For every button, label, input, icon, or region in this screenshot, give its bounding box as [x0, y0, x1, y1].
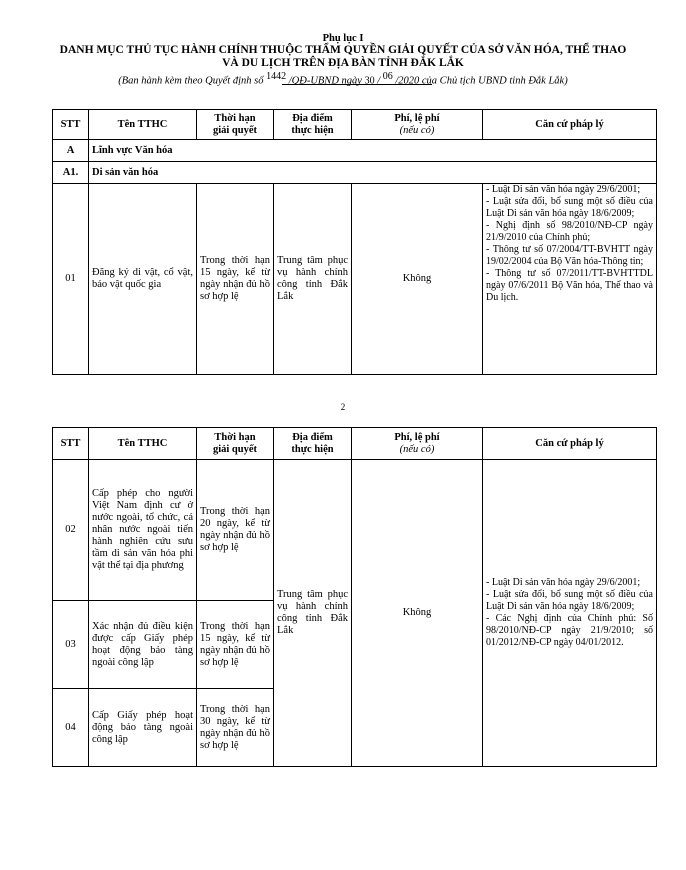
section-a-title: Lĩnh vực Văn hóa — [89, 140, 657, 162]
col-header-place — [274, 428, 352, 460]
row-procedure-name: Xác nhận đủ điều kiện được cấp Giấy phép hoạt động bảo tàng ngoài công lập — [89, 601, 197, 689]
row-time-limit: Trong thời hạn 15 ngày, kể từ ngày nhận đủ hồ sơ hợp lệ — [197, 184, 274, 375]
row-time-limit: Trong thời hạn 15 ngày, kể từ ngày nhận đủ hồ sơ hợp lệ — [197, 601, 274, 689]
col-header-stt: STT — [53, 428, 89, 460]
issuance-note-mid2: / — [374, 75, 383, 87]
table-header-row — [53, 110, 657, 140]
section-a1-title: Di sản văn hóa — [89, 162, 657, 184]
procedure-table-page2 — [52, 427, 657, 767]
col-header-fee — [352, 110, 483, 140]
col-header-fee-l1: Phí, lệ phí — [394, 431, 440, 443]
row-stt: 03 — [53, 601, 89, 689]
decision-number: 1442 — [266, 71, 287, 82]
row-stt: 04 — [53, 689, 89, 767]
col-header-place-l2: thực hiện — [291, 443, 334, 455]
col-header-time-l2: giải quyết — [212, 443, 258, 455]
section-a-code: A — [53, 140, 89, 162]
document-title-line1: DANH MỤC THỦ TỤC HÀNH CHÍNH THUỘC THẨM QUYỀN GIẢI QUYẾT CỦA SỞ VĂN HÓA, THỂ THAO — [59, 44, 627, 56]
col-header-legal: Căn cứ pháp lý — [483, 428, 657, 460]
col-header-fee-l1: Phí, lệ phí — [394, 112, 440, 124]
issuance-note-suffix: /2020 của Chủ tịch UBND tỉnh Đắk Lắk) — [392, 75, 568, 87]
page-number: 2 — [340, 402, 346, 412]
col-header-place — [274, 110, 352, 140]
col-header-name: Tên TTHC — [89, 428, 197, 460]
section-row-a1 — [53, 162, 657, 184]
col-header-fee — [352, 428, 483, 460]
procedure-table-page1 — [52, 109, 657, 375]
col-header-legal: Căn cứ pháp lý — [483, 110, 657, 140]
row-procedure-name: Cấp phép cho người Việt Nam định cư ở nước ngoài, tổ chức, cá nhân nước ngoài tiến hành nghiên cứu sưu tầm di sản văn hóa phi vật thể tại địa phương — [89, 460, 197, 601]
row-fee: Không — [352, 184, 483, 375]
group-fee: Không — [352, 460, 483, 767]
col-header-stt: STT — [53, 110, 89, 140]
row-legal-basis — [483, 184, 657, 375]
legal-item: - Luật Di sản văn hóa ngày 29/6/2001; — [486, 184, 641, 195]
col-header-time — [197, 110, 274, 140]
col-header-time-l1: Thời hạn — [214, 112, 256, 124]
col-header-place-l1: Địa điểm — [292, 112, 333, 124]
decision-month: 06 — [382, 71, 393, 82]
table-row — [53, 460, 657, 601]
fill-in-underline — [282, 84, 432, 85]
row-procedure-name: Cấp Giấy phép hoạt động bảo tàng ngoài công lập — [89, 689, 197, 767]
col-header-fee-l2: (nếu có) — [399, 443, 435, 455]
row-time-limit: Trong thời hạn 20 ngày, kể từ ngày nhận đủ hồ sơ hợp lệ — [197, 460, 274, 601]
section-a1-code: A1. — [53, 162, 89, 184]
legal-item: - Thông tư số 07/2004/TT-BVHTT ngày 19/02/2004 của Bộ Văn hóa-Thông tin; — [486, 244, 653, 267]
group-legal-basis — [483, 460, 657, 767]
col-header-name: Tên TTHC — [89, 110, 197, 140]
decision-day: 30 — [364, 75, 375, 87]
row-stt: 02 — [53, 460, 89, 601]
legal-item: - Luật Di sản văn hóa ngày 29/6/2001; — [486, 577, 641, 588]
col-header-time-l2: giải quyết — [212, 124, 258, 136]
table-row — [53, 184, 657, 375]
appendix-label: Phụ lục I — [322, 33, 364, 44]
legal-item: - Luật sửa đổi, bổ sung một số điều của Luật Di sản văn hóa ngày 18/6/2009; — [486, 589, 653, 612]
legal-item: - Các Nghị định của Chính phủ: Số 98/2010/NĐ-CP ngày 21/9/2010; số 01/2012/NĐ-CP ngày 04/01/2012. — [486, 613, 653, 648]
section-row-a — [53, 140, 657, 162]
col-header-time — [197, 428, 274, 460]
row-place: Trung tâm phục vụ hành chính công tỉnh Đắk Lắk — [274, 184, 352, 375]
legal-item: - Nghị định số 98/2010/NĐ-CP ngày 21/9/2010 của Chính phủ; — [486, 220, 653, 243]
document-title-line2: VÀ DU LỊCH TRÊN ĐỊA BÀN TỈNH ĐẮK LẮK — [222, 57, 464, 69]
legal-item: - Luật sửa đổi, bổ sung một số điều của Luật Di sản văn hóa ngày 18/6/2009; — [486, 196, 653, 219]
row-time-limit: Trong thời hạn 30 ngày, kể từ ngày nhận đủ hồ sơ hợp lệ — [197, 689, 274, 767]
col-header-fee-l2: (nếu có) — [399, 124, 435, 136]
issuance-note-prefix: (Ban hành kèm theo Quyết định số — [118, 75, 267, 87]
row-procedure-name: Đăng ký di vật, cổ vật, bảo vật quốc gia — [89, 184, 197, 375]
col-header-place-l2: thực hiện — [291, 124, 334, 136]
col-header-place-l1: Địa điểm — [292, 431, 333, 443]
issuance-note-mid1: /QĐ-UBND ngày — [286, 75, 365, 87]
group-place: Trung tâm phục vụ hành chính công tỉnh Đắk Lắk — [274, 460, 352, 767]
table-header-row — [53, 428, 657, 460]
col-header-time-l1: Thời hạn — [214, 431, 256, 443]
row-stt: 01 — [53, 184, 89, 375]
legal-item: - Thông tư số 07/2011/TT-BVHTTDL ngày 07/6/2011 Bộ Văn hóa, Thể thao và Du lịch. — [486, 268, 653, 303]
